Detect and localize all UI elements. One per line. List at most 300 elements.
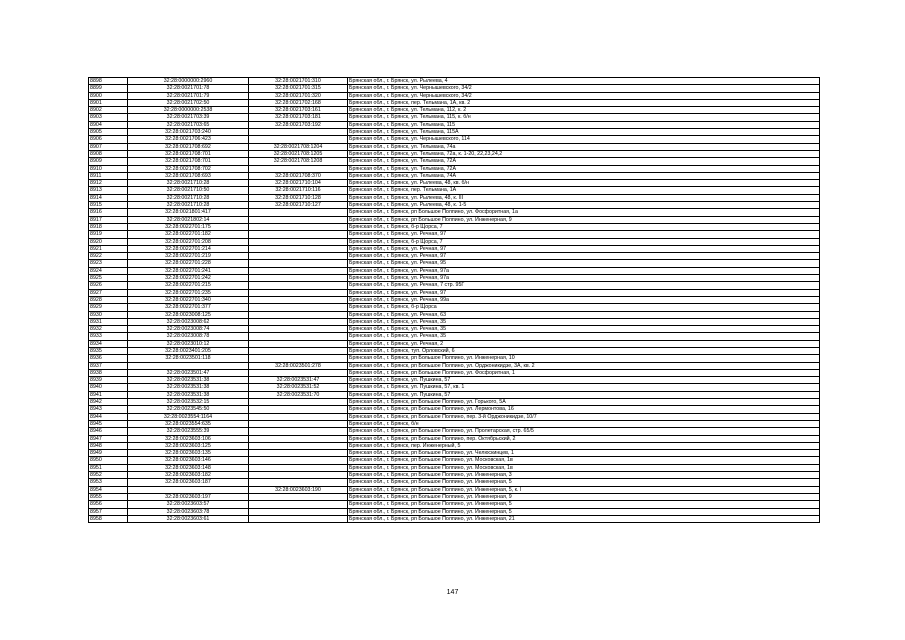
table-row <box>89 486 820 493</box>
table-row <box>89 420 820 427</box>
table-row <box>89 216 820 223</box>
building-number-cell: 32:28:0023531:52 <box>249 384 348 391</box>
row-number-cell: 8898 <box>89 78 128 85</box>
building-number-cell <box>249 420 348 427</box>
cadastral-number-cell: 32:28:0023554:1164 <box>128 413 249 420</box>
cadastral-number-cell: 32:28:0021702:50 <box>128 99 249 106</box>
address-cell: Брянская обл., г. Брянск, рп Большое Полпино, ул. Инженерная, 5 <box>348 508 820 515</box>
building-number-cell <box>249 304 348 311</box>
row-number-cell: 8949 <box>89 450 128 457</box>
row-number-cell: 8909 <box>89 158 128 165</box>
table-row <box>89 202 820 209</box>
address-cell: Брянская обл., г. Брянск, ул. Тельмана, 115А <box>348 129 820 136</box>
cadastral-number-cell: 32:28:0021708:692 <box>128 143 249 150</box>
building-number-cell: 32:28:0023531:47 <box>249 377 348 384</box>
address-cell: Брянская обл., г. Брянск, ул. Речная, 97а <box>348 275 820 282</box>
cadastral-number-cell: 32:28:0021703:65 <box>128 121 249 128</box>
table-row <box>89 304 820 311</box>
table-row <box>89 347 820 354</box>
row-number-cell: 8938 <box>89 369 128 376</box>
row-number-cell: 8926 <box>89 282 128 289</box>
table-row <box>89 493 820 500</box>
address-cell: Брянская обл., г. Брянск, ул. Тельмана, 72А <box>348 158 820 165</box>
table-row <box>89 450 820 457</box>
address-cell: Брянская обл., г. Брянск, б/н <box>348 420 820 427</box>
cadastral-number-cell: 32:28:0021708:701 <box>128 150 249 157</box>
row-number-cell: 8933 <box>89 333 128 340</box>
building-number-cell: 32:28:0021710:128 <box>249 194 348 201</box>
address-cell: Брянская обл., г. Брянск, ул. Речная, 95 <box>348 260 820 267</box>
table-row <box>89 318 820 325</box>
address-cell: Брянская обл., г. Брянск, рп Большое Полпино, ул. Московская, 1в <box>348 457 820 464</box>
address-cell: Брянская обл., г. Брянск, ул. Речная, 97 <box>348 253 820 260</box>
row-number-cell: 8905 <box>89 129 128 136</box>
building-number-cell <box>249 311 348 318</box>
building-number-cell <box>249 209 348 216</box>
address-cell: Брянская обл., г. Брянск, рп Большое Полпино, пер. Октябрьский, 2 <box>348 435 820 442</box>
row-number-cell: 8935 <box>89 347 128 354</box>
cadastral-number-cell: 32:28:0021703:39 <box>128 114 249 121</box>
building-number-cell <box>249 238 348 245</box>
cadastral-number-cell: 32:28:0023603:106 <box>128 435 249 442</box>
building-number-cell <box>249 253 348 260</box>
row-number-cell: 8947 <box>89 435 128 442</box>
cadastral-number-cell: 32:28:0022701:214 <box>128 245 249 252</box>
address-cell: Брянская обл., г. Брянск, туп. Орловский, 6 <box>348 347 820 354</box>
table-row <box>89 333 820 340</box>
address-cell: Брянская обл., г. Брянск, рп Большое Полпино, ул. Фосфоритная, 1а <box>348 209 820 216</box>
cadastral-number-cell: 32:28:0023603:125 <box>128 442 249 449</box>
cadastral-number-cell: 32:28:0022701:215 <box>128 282 249 289</box>
address-cell: Брянская обл., г. Брянск, рп Большое Полпино, ул. Инженерная, 9 <box>348 493 820 500</box>
building-number-cell <box>249 515 348 522</box>
address-cell: Брянская обл., г. Брянск, ул. Тельмана, 72А <box>348 165 820 172</box>
cadastral-number-cell: 32:28:0021710:50 <box>128 187 249 194</box>
address-cell: Брянская обл., г. Брянск, рп Большое Полпино, ул. Инженерная, 5 <box>348 501 820 508</box>
table-row <box>89 107 820 114</box>
table-row <box>89 231 820 238</box>
address-cell: Брянская обл., г. Брянск, рп Большое Полпино, ул. Инженерная, 9 <box>348 216 820 223</box>
address-cell: Брянская обл., г. Брянск, рп Большое Полпино, ул. Инженерная, 10 <box>348 355 820 362</box>
cadastral-number-cell: 32:28:0021708:693 <box>128 172 249 179</box>
cadastral-number-cell: 32:28:0021706:423 <box>128 136 249 143</box>
cadastral-number-cell: 32:28:0023008:74 <box>128 326 249 333</box>
row-number-cell: 8915 <box>89 202 128 209</box>
row-number-cell: 8900 <box>89 92 128 99</box>
row-number-cell: 8922 <box>89 253 128 260</box>
address-cell: Брянская обл., г. Брянск, рп Большое Полпино, ул. Пролетарская, стр. 65/5 <box>348 428 820 435</box>
address-cell: Брянская обл., г. Брянск, ул. Речная, 7 стр. 95Г <box>348 282 820 289</box>
address-cell: Брянская обл., г. Брянск, ул. Тельмана, 115, к. б/н <box>348 114 820 121</box>
table-row <box>89 464 820 471</box>
table-row <box>89 355 820 362</box>
table-row <box>89 121 820 128</box>
building-number-cell <box>249 442 348 449</box>
registry-table <box>88 77 820 523</box>
cadastral-number-cell: 32:28:0022701:241 <box>128 267 249 274</box>
table-row <box>89 457 820 464</box>
cadastral-number-cell: 32:28:0023008:78 <box>128 333 249 340</box>
building-number-cell <box>249 231 348 238</box>
row-number-cell: 8912 <box>89 180 128 187</box>
building-number-cell <box>249 435 348 442</box>
address-cell: Брянская обл., г. Брянск, ул. Речная, 99а <box>348 296 820 303</box>
building-number-cell <box>249 501 348 508</box>
cadastral-number-cell: 32:28:0022701:182 <box>128 231 249 238</box>
building-number-cell <box>249 479 348 486</box>
building-number-cell <box>249 275 348 282</box>
row-number-cell: 8957 <box>89 508 128 515</box>
row-number-cell: 8919 <box>89 231 128 238</box>
address-cell: Брянская обл., г. Брянск, ул. Тельмана, 112, к. 2 <box>348 107 820 114</box>
row-number-cell: 8945 <box>89 420 128 427</box>
row-number-cell: 8916 <box>89 209 128 216</box>
cadastral-number-cell: 32:28:0021710:28 <box>128 202 249 209</box>
address-cell: Брянская обл., г. Брянск, ул. Тельмана, 72а, к. 1-20, 22,23,24,2 <box>348 150 820 157</box>
building-number-cell: 32:28:0021701:320 <box>249 92 348 99</box>
row-number-cell: 8914 <box>89 194 128 201</box>
cadastral-number-cell: 32:28:0021701:79 <box>128 92 249 99</box>
building-number-cell <box>249 340 348 347</box>
building-number-cell: 32:28:0021708:1204 <box>249 143 348 150</box>
address-cell: Брянская обл., г. Брянск, б-р Щорса <box>348 304 820 311</box>
table-row <box>89 194 820 201</box>
table-row <box>89 129 820 136</box>
building-number-cell <box>249 260 348 267</box>
building-number-cell <box>249 472 348 479</box>
cadastral-number-cell: 32:28:0023531:38 <box>128 384 249 391</box>
cadastral-number-cell: 32:28:0021701:78 <box>128 85 249 92</box>
address-cell: Брянская обл., г. Брянск, ул. Чернышевского, 114 <box>348 136 820 143</box>
address-cell: Брянская обл., г. Брянск, ул. Чернышевского, 34/2 <box>348 92 820 99</box>
row-number-cell: 8939 <box>89 377 128 384</box>
address-cell: Брянская обл., г. Брянск, рп Большое Полпино, ул. Челюскинцев, 1 <box>348 450 820 457</box>
table-row <box>89 340 820 347</box>
table-row <box>89 260 820 267</box>
building-number-cell <box>249 508 348 515</box>
building-number-cell: 32:28:0021710:127 <box>249 202 348 209</box>
table-row <box>89 384 820 391</box>
table-row <box>89 472 820 479</box>
row-number-cell: 8944 <box>89 413 128 420</box>
table-row <box>89 311 820 318</box>
page-number: 147 <box>446 589 459 596</box>
building-number-cell <box>249 318 348 325</box>
row-number-cell: 8910 <box>89 165 128 172</box>
building-number-cell <box>249 493 348 500</box>
address-cell: Брянская обл., г. Брянск, ул. Тельмана, 74а <box>348 143 820 150</box>
table-row <box>89 245 820 252</box>
cadastral-number-cell: 32:28:0022701:377 <box>128 304 249 311</box>
cadastral-number-cell: 32:28:0021801:417 <box>128 209 249 216</box>
cadastral-number-cell: 32:28:0021708:702 <box>128 165 249 172</box>
address-cell: Брянская обл., г. Брянск, ул. Речная, 2 <box>348 340 820 347</box>
row-number-cell: 8948 <box>89 442 128 449</box>
cadastral-number-cell: 32:28:0023010:12 <box>128 340 249 347</box>
table-row <box>89 369 820 376</box>
building-number-cell <box>249 450 348 457</box>
table-row <box>89 172 820 179</box>
row-number-cell: 8932 <box>89 326 128 333</box>
cadastral-number-cell: 32:28:0022701:235 <box>128 289 249 296</box>
row-number-cell: 8904 <box>89 121 128 128</box>
address-cell: Брянская обл., г. Брянск, ул. Речная, 35 <box>348 318 820 325</box>
address-cell: Брянская обл., г. Брянск, рп Большое Полпино, ул. Фосфоритная, 1 <box>348 369 820 376</box>
building-number-cell <box>249 428 348 435</box>
table-row <box>89 399 820 406</box>
building-number-cell: 32:28:0021710:116 <box>249 187 348 194</box>
table-row <box>89 223 820 230</box>
row-number-cell: 8946 <box>89 428 128 435</box>
row-number-cell: 8927 <box>89 289 128 296</box>
address-cell: Брянская обл., г. Брянск, рп Большое Полпино, пер. 3-й Орджоникидзе, 10/7 <box>348 413 820 420</box>
address-cell: Брянская обл., г. Брянск, рп Большое Полпино, ул. Инженерная, 3 <box>348 472 820 479</box>
row-number-cell: 8950 <box>89 457 128 464</box>
address-cell: Брянская обл., г. Брянск, ул. Речная, 35 <box>348 326 820 333</box>
building-number-cell <box>249 165 348 172</box>
building-number-cell <box>249 333 348 340</box>
row-number-cell: 8928 <box>89 296 128 303</box>
building-number-cell <box>249 406 348 413</box>
building-number-cell <box>249 267 348 274</box>
table-row <box>89 377 820 384</box>
cadastral-number-cell: 32:28:0023532:15 <box>128 399 249 406</box>
table-row <box>89 99 820 106</box>
cadastral-number-cell: 32:28:0023603:78 <box>128 508 249 515</box>
row-number-cell: 8906 <box>89 136 128 143</box>
cadastral-number-cell: 32:28:0023008:125 <box>128 311 249 318</box>
row-number-cell: 8937 <box>89 362 128 369</box>
table-row <box>89 150 820 157</box>
cadastral-number-cell <box>128 362 249 369</box>
row-number-cell: 8954 <box>89 486 128 493</box>
row-number-cell: 8923 <box>89 260 128 267</box>
table-row <box>89 78 820 85</box>
table-row <box>89 114 820 121</box>
address-cell: Брянская обл., г. Брянск, ул. Речная, 97 <box>348 289 820 296</box>
address-cell: Брянская обл., г. Брянск, б-р Щорса, 7 <box>348 238 820 245</box>
row-number-cell: 8913 <box>89 187 128 194</box>
table-row <box>89 406 820 413</box>
address-cell: Брянская обл., г. Брянск, рп Большое Полпино, ул. Инженерная, 5, к. I <box>348 486 820 493</box>
cadastral-number-cell: 32:28:0021710:28 <box>128 180 249 187</box>
table-row <box>89 289 820 296</box>
address-cell: Брянская обл., г. Брянск, ул. Пушкина, 57, кв. 1 <box>348 384 820 391</box>
row-number-cell: 8917 <box>89 216 128 223</box>
address-cell: Брянская обл., г. Брянск, ул. Рылеева, 48, кв. б/н <box>348 180 820 187</box>
address-cell: Брянская обл., г. Брянск, рп Большое Полпино, ул. Орджоникидзе, 3А, кв. 2 <box>348 362 820 369</box>
table-row <box>89 187 820 194</box>
building-number-cell <box>249 355 348 362</box>
row-number-cell: 8929 <box>89 304 128 311</box>
row-number-cell: 8930 <box>89 311 128 318</box>
row-number-cell: 8907 <box>89 143 128 150</box>
address-cell: Брянская обл., г. Брянск, пер. Инженерный, 5 <box>348 442 820 449</box>
table-row <box>89 275 820 282</box>
building-number-cell: 32:28:0023531:70 <box>249 391 348 398</box>
address-cell: Брянская обл., г. Брянск, ул. Рылеева, 4 <box>348 78 820 85</box>
address-cell: Брянская обл., г. Брянск, ул. Речная, 97а <box>348 267 820 274</box>
cadastral-number-cell: 32:28:0000000:2960 <box>128 78 249 85</box>
building-number-cell <box>249 464 348 471</box>
cadastral-number-cell: 32:28:0021802:14 <box>128 216 249 223</box>
row-number-cell: 8918 <box>89 223 128 230</box>
address-cell: Брянская обл., г. Брянск, б-р Щорса, 7 <box>348 223 820 230</box>
building-number-cell <box>249 289 348 296</box>
address-cell: Брянская обл., г. Брянск, ул. Чернышевского, 34/2 <box>348 85 820 92</box>
row-number-cell: 8899 <box>89 85 128 92</box>
row-number-cell: 8901 <box>89 99 128 106</box>
building-number-cell: 32:28:0021708:1208 <box>249 158 348 165</box>
address-cell: Брянская обл., г. Брянск, рп Большое Полпино, ул. Московская, 1в <box>348 464 820 471</box>
building-number-cell: 32:28:0023603:190 <box>249 486 348 493</box>
cadastral-number-cell: 32:28:0021708:701 <box>128 158 249 165</box>
cadastral-number-cell: 32:28:0023531:38 <box>128 391 249 398</box>
building-number-cell: 32:28:0021703:161 <box>249 107 348 114</box>
table-row <box>89 413 820 420</box>
row-number-cell: 8902 <box>89 107 128 114</box>
table-row <box>89 508 820 515</box>
cadastral-number-cell: 32:28:0023603:197 <box>128 493 249 500</box>
building-number-cell: 32:28:0021708:370 <box>249 172 348 179</box>
table-row <box>89 209 820 216</box>
row-number-cell: 8941 <box>89 391 128 398</box>
row-number-cell: 8911 <box>89 172 128 179</box>
address-cell: Брянская обл., г. Брянск, ул. Рылеева, 48, к. III <box>348 194 820 201</box>
address-cell: Брянская обл., г. Брянск, ул. Речная, 63 <box>348 311 820 318</box>
table-row <box>89 165 820 172</box>
address-cell: Брянская обл., г. Брянск, ул. Речная, 97 <box>348 245 820 252</box>
cadastral-number-cell: 32:28:0023603:135 <box>128 450 249 457</box>
cadastral-number-cell: 32:28:0023401:205 <box>128 347 249 354</box>
building-number-cell <box>249 457 348 464</box>
cadastral-number-cell: 32:28:0023554:635 <box>128 420 249 427</box>
cadastral-number-cell: 32:28:0022701:208 <box>128 238 249 245</box>
row-number-cell: 8942 <box>89 399 128 406</box>
table-row <box>89 143 820 150</box>
cadastral-number-cell: 32:28:0000000:2538 <box>128 107 249 114</box>
cadastral-number-cell: 32:28:0023545:50 <box>128 406 249 413</box>
address-cell: Брянская обл., г. Брянск, ул. Пушкина, 57 <box>348 377 820 384</box>
building-number-cell: 32:28:0023501:278 <box>249 362 348 369</box>
address-cell: Брянская обл., г. Брянск, ул. Тельмана, 115 <box>348 121 820 128</box>
address-cell: Брянская обл., г. Брянск, пер. Тельмана, 1А <box>348 187 820 194</box>
table-row <box>89 326 820 333</box>
row-number-cell: 8956 <box>89 501 128 508</box>
building-number-cell: 32:28:0021701:315 <box>249 85 348 92</box>
table-row <box>89 428 820 435</box>
table-row <box>89 267 820 274</box>
row-number-cell: 8943 <box>89 406 128 413</box>
cadastral-number-cell: 32:28:0023501:47 <box>128 369 249 376</box>
address-cell: Брянская обл., г. Брянск, ул. Речная, 35 <box>348 333 820 340</box>
table-row <box>89 501 820 508</box>
table-row <box>89 515 820 522</box>
row-number-cell: 8951 <box>89 464 128 471</box>
table-row <box>89 442 820 449</box>
address-cell: Брянская обл., г. Брянск, рп Большое Полпино, ул. Лермонтова, 16 <box>348 406 820 413</box>
cadastral-number-cell: 32:28:0023501:118 <box>128 355 249 362</box>
table-row <box>89 180 820 187</box>
table-row <box>89 238 820 245</box>
row-number-cell: 8952 <box>89 472 128 479</box>
address-cell: Брянская обл., г. Брянск, ул. Тельмана, 74А <box>348 172 820 179</box>
cadastral-number-cell: 32:28:0023555:39 <box>128 428 249 435</box>
address-cell: Брянская обл., г. Брянск, пер. Тельмана, 1А, кв. 2 <box>348 99 820 106</box>
address-cell: Брянская обл., г. Брянск, рп Большое Полпино, ул. Инженерная, 5 <box>348 479 820 486</box>
building-number-cell <box>249 347 348 354</box>
building-number-cell <box>249 369 348 376</box>
building-number-cell <box>249 296 348 303</box>
building-number-cell: 32:28:0021702:168 <box>249 99 348 106</box>
building-number-cell: 32:28:0021703:181 <box>249 114 348 121</box>
table-row <box>89 253 820 260</box>
building-number-cell <box>249 129 348 136</box>
registry-table-body <box>89 78 820 523</box>
table-row <box>89 391 820 398</box>
building-number-cell <box>249 136 348 143</box>
cadastral-number-cell: 32:28:0023008:62 <box>128 318 249 325</box>
cadastral-number-cell: 32:28:0022701:340 <box>128 296 249 303</box>
table-row <box>89 85 820 92</box>
table-row <box>89 479 820 486</box>
cadastral-number-cell: 32:28:0023603:57 <box>128 501 249 508</box>
table-row <box>89 435 820 442</box>
building-number-cell <box>249 245 348 252</box>
row-number-cell: 8908 <box>89 150 128 157</box>
cadastral-number-cell: 32:28:0023603:61 <box>128 515 249 522</box>
cadastral-number-cell: 32:28:0023603:148 <box>128 464 249 471</box>
row-number-cell: 8931 <box>89 318 128 325</box>
address-cell: Брянская обл., г. Брянск, ул. Пушкина, 57 <box>348 391 820 398</box>
table-row <box>89 362 820 369</box>
cadastral-number-cell: 32:28:0021703:240 <box>128 129 249 136</box>
building-number-cell <box>249 399 348 406</box>
building-number-cell: 32:28:0021710:104 <box>249 180 348 187</box>
cadastral-number-cell: 32:28:0022701:228 <box>128 260 249 267</box>
row-number-cell: 8925 <box>89 275 128 282</box>
address-cell: Брянская обл., г. Брянск, ул. Речная, 97 <box>348 231 820 238</box>
building-number-cell <box>249 326 348 333</box>
building-number-cell <box>249 282 348 289</box>
building-number-cell <box>249 413 348 420</box>
row-number-cell: 8903 <box>89 114 128 121</box>
row-number-cell: 8936 <box>89 355 128 362</box>
address-cell: Брянская обл., г. Брянск, рп Большое Полпино, ул. Горького, 5А <box>348 399 820 406</box>
cadastral-number-cell: 32:28:0023603:146 <box>128 457 249 464</box>
table-row <box>89 296 820 303</box>
address-cell: Брянская обл., г. Брянск, рп Большое Полпино, ул. Инженерная, 21 <box>348 515 820 522</box>
address-cell: Брянская обл., г. Брянск, ул. Рылеева, 48, к. 1-5 <box>348 202 820 209</box>
building-number-cell: 32:28:0021703:192 <box>249 121 348 128</box>
row-number-cell: 8958 <box>89 515 128 522</box>
row-number-cell: 8955 <box>89 493 128 500</box>
row-number-cell: 8934 <box>89 340 128 347</box>
row-number-cell: 8920 <box>89 238 128 245</box>
table-row <box>89 136 820 143</box>
row-number-cell: 8953 <box>89 479 128 486</box>
cadastral-number-cell: 32:28:0023603:187 <box>128 479 249 486</box>
cadastral-number-cell: 32:28:0022701:242 <box>128 275 249 282</box>
cadastral-number-cell: 32:28:0023531:38 <box>128 377 249 384</box>
row-number-cell: 8924 <box>89 267 128 274</box>
row-number-cell: 8921 <box>89 245 128 252</box>
cadastral-number-cell: 32:28:0023603:182 <box>128 472 249 479</box>
cadastral-number-cell <box>128 486 249 493</box>
table-row <box>89 92 820 99</box>
cadastral-number-cell: 32:28:0021710:28 <box>128 194 249 201</box>
cadastral-number-cell: 32:28:0022701:175 <box>128 223 249 230</box>
